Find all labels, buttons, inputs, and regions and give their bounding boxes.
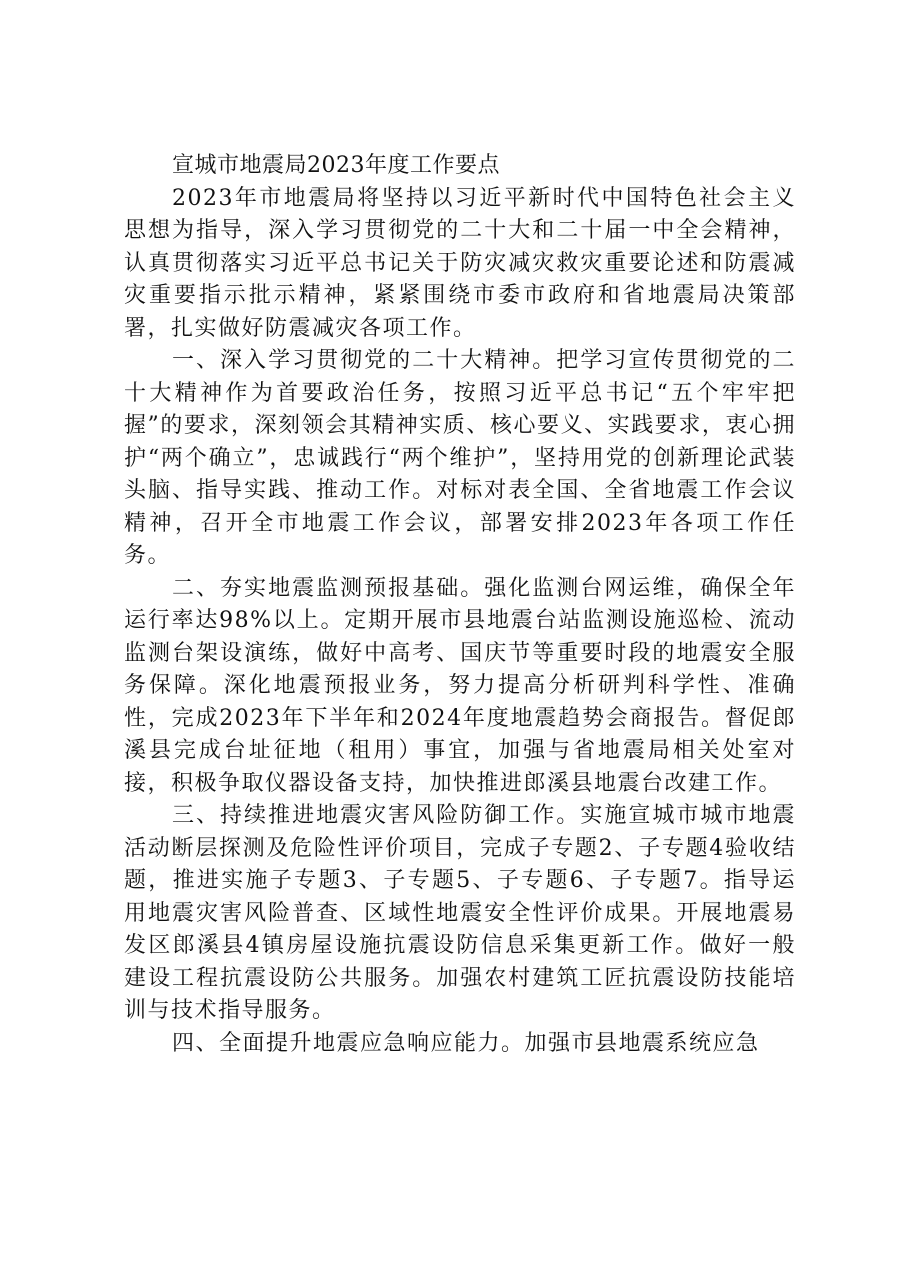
paragraph-section-1: 一、深入学习贯彻党的二十大精神。把学习宣传贯彻党的二十大精神作为首要政治任务，按照习近平总书记“五个牢牢把握”的要求，深刻领会其精神实质、核心要义、实践要求，衷心拥护“两个确立”，忠诚践行“两个维护”，坚持用党的创新理论武装头脑、指导实践、推动工作。对标对表全国、全省地震工作会议精神，召开全市地震工作会议，部署安排2023年各项工作任务。 <box>124 348 796 568</box>
document-title: 宣城市地震局2023年度工作要点 <box>172 153 500 178</box>
paragraph-section-2: 二、夯实地震监测预报基础。强化监测台网运维，确保全年运行率达98%以上。定期开展市县地震台站监测设施巡检、流动监测台架设演练，做好中高考、国庆节等重要时段的地震安全服务保障。深化地震预报业务，努力提高分析研判科学性、准确性，完成2023年下半年和2024年度地震趋势会商报告。督促郎溪县完成台址征地（租用）事宜，加强与省地震局相关处室对接，积极争取仪器设备支持，加快推进郎溪县地震台改建工作。 <box>124 575 796 796</box>
paragraph-section-4: 四、全面提升地震应急响应能力。加强市县地震系统应急 <box>172 1030 760 1056</box>
paragraph-section-3: 三、持续推进地震灾害风险防御工作。实施宣城市城市地震活动断层探测及危险性评价项目，完成子专题2、子专题4验收结题，推进实施子专题3、子专题5、子专题6、子专题7。指导运用地震灾害风险普查、区域性地震安全性评价成果。开展地震易发区郎溪县4镇房屋设施抗震设防信息采集更新工作。做好一般建设工程抗震设防公共服务。加强农村建筑工匠抗震设防技能培训与技术指导服务。 <box>124 803 796 1023</box>
document-body <box>124 150 796 1060</box>
paragraph-intro: 2023年市地震局将坚持以习近平新时代中国特色社会主义思想为指导，深入学习贯彻党的二十大和二十届一中全会精神，认真贯彻落实习近平总书记关于防灾减灾救灾重要论述和防震减灾重要指示批示精神，紧紧围绕市委市政府和省地震局决策部署，扎实做好防震减灾各项工作。 <box>124 185 796 341</box>
